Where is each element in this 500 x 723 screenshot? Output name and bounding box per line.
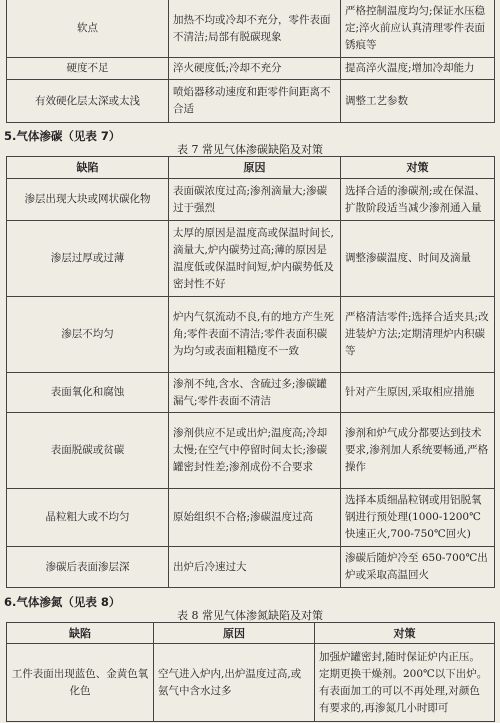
table-row <box>7 80 495 123</box>
header-defect: 缺陷 <box>7 157 169 179</box>
table8-caption: 表 8 常见气体渗氮缺陷及对策 <box>177 609 323 622</box>
defect-cell: 渗碳后表面渗层深 <box>7 547 169 588</box>
defect-cell: 晶粒粗大或不均匀 <box>7 489 169 547</box>
top-defect-table <box>6 0 495 123</box>
cause-cell: 太厚的原因是温度高或保温时间长,滴量大,炉内碳势过高;薄的原因是温度低或保温时间短,炉内碳势低及密封性不好 <box>169 221 341 297</box>
table-row <box>7 179 495 221</box>
remedy-cell: 提高淬火温度;增加冷却能力 <box>341 58 495 80</box>
remedy-cell: 选择合适的渗碳剂;或在保温、扩散阶段适当减少渗剂通入量 <box>341 179 495 221</box>
cause-cell: 渗剂供应不足或出炉;温度高;冷却太慢;在空气中停留时间太长;渗碳罐密封性差;渗剂成份不合要求 <box>169 413 341 489</box>
section-heading-gas-nitriding: 6.气体渗氮（见表 8） <box>4 595 121 609</box>
cause-cell: 表面碳浓度过高;渗剂滴量大;渗碳过于强烈 <box>169 179 341 221</box>
table-row <box>7 221 495 297</box>
cause-cell: 炉内气氛流动不良,有的地方产生死角;零件表面不清洁;零件表面积碳为均匀或表面粗糙度不一致 <box>169 297 341 373</box>
table-row <box>7 58 495 80</box>
table-row <box>7 0 495 58</box>
table-row <box>7 413 495 489</box>
cause-cell: 渗剂不纯,含水、含硫过多;渗碳罐漏气;零件表面不清洁 <box>169 373 341 413</box>
table-row <box>7 489 495 547</box>
remedy-cell: 严格清洁零件;选择合适夹具;改进装炉方法;定期清理炉内积碳等 <box>341 297 495 373</box>
remedy-cell: 加强炉罐密封,随时保证炉内正压。定期更换干燥剂。200℃以下出炉。有表面加工的可以不再处理,对颜色有要求的,再渗氮几小时即可 <box>315 644 495 722</box>
header-remedy: 对策 <box>315 623 495 644</box>
table8-nitriding-defects <box>6 622 495 722</box>
cause-cell: 出炉后冷速过大 <box>169 547 341 588</box>
table7-carburizing-defects <box>6 156 495 588</box>
defect-cell: 渗层不均匀 <box>7 297 169 373</box>
defect-cell: 硬度不足 <box>7 58 169 80</box>
table-header-row <box>7 157 495 179</box>
table7-caption: 表 7 常见气体渗碳缺陷及对策 <box>177 143 323 156</box>
cause-cell: 空气进入炉内,出炉温度过高,或氨气中含水过多 <box>154 644 315 722</box>
defect-cell: 渗层过厚或过薄 <box>7 221 169 297</box>
cause-cell: 喷焰器移动速度和距零件间距离不合适 <box>169 80 341 123</box>
remedy-cell: 针对产生原因,采取相应措施 <box>341 373 495 413</box>
defect-cell: 表面氧化和腐蚀 <box>7 373 169 413</box>
table-row <box>7 297 495 373</box>
cause-cell: 淬火硬度低;冷却不充分 <box>169 58 341 80</box>
defect-cell: 工件表面出现蓝色、金黄色氧化色 <box>7 644 154 722</box>
remedy-cell: 渗碳后随炉冷至 650-700℃出炉或采取高温回火 <box>341 547 495 588</box>
header-remedy: 对策 <box>341 157 495 179</box>
table-header-row <box>7 623 495 644</box>
header-cause: 原因 <box>154 623 315 644</box>
section-heading-gas-carburizing: 5.气体渗碳（见表 7） <box>4 129 121 143</box>
defect-cell: 表面脱碳或贫碳 <box>7 413 169 489</box>
defect-cell: 渗层出现大块或网状碳化物 <box>7 179 169 221</box>
table-row <box>7 644 495 722</box>
defect-cell: 软点 <box>7 0 169 58</box>
table-row <box>7 547 495 588</box>
remedy-cell: 调整渗碳温度、时间及滴量 <box>341 221 495 297</box>
cause-cell: 原始组织不合格;渗碳温度过高 <box>169 489 341 547</box>
remedy-cell: 渗剂和炉气成分都要达到技术要求,渗剂加人系统要畅通,严格操作 <box>341 413 495 489</box>
header-defect: 缺陷 <box>7 623 154 644</box>
table-row <box>7 373 495 413</box>
defect-cell: 有效硬化层太深或太浅 <box>7 80 169 123</box>
remedy-cell: 选择本质细晶粒钢或用铝脱氧钢进行预处理(1000-1200℃快速正火,700-750℃回火) <box>341 489 495 547</box>
remedy-cell: 严格控制温度均匀;保证水压稳定;淬火前应认真清理零件表面锈痕等 <box>341 0 495 58</box>
header-cause: 原因 <box>169 157 341 179</box>
cause-cell: 加热不均或冷却不充分，零件表面不清洁;局部有脱碳现象 <box>169 0 341 58</box>
remedy-cell: 调整工艺参数 <box>341 80 495 123</box>
